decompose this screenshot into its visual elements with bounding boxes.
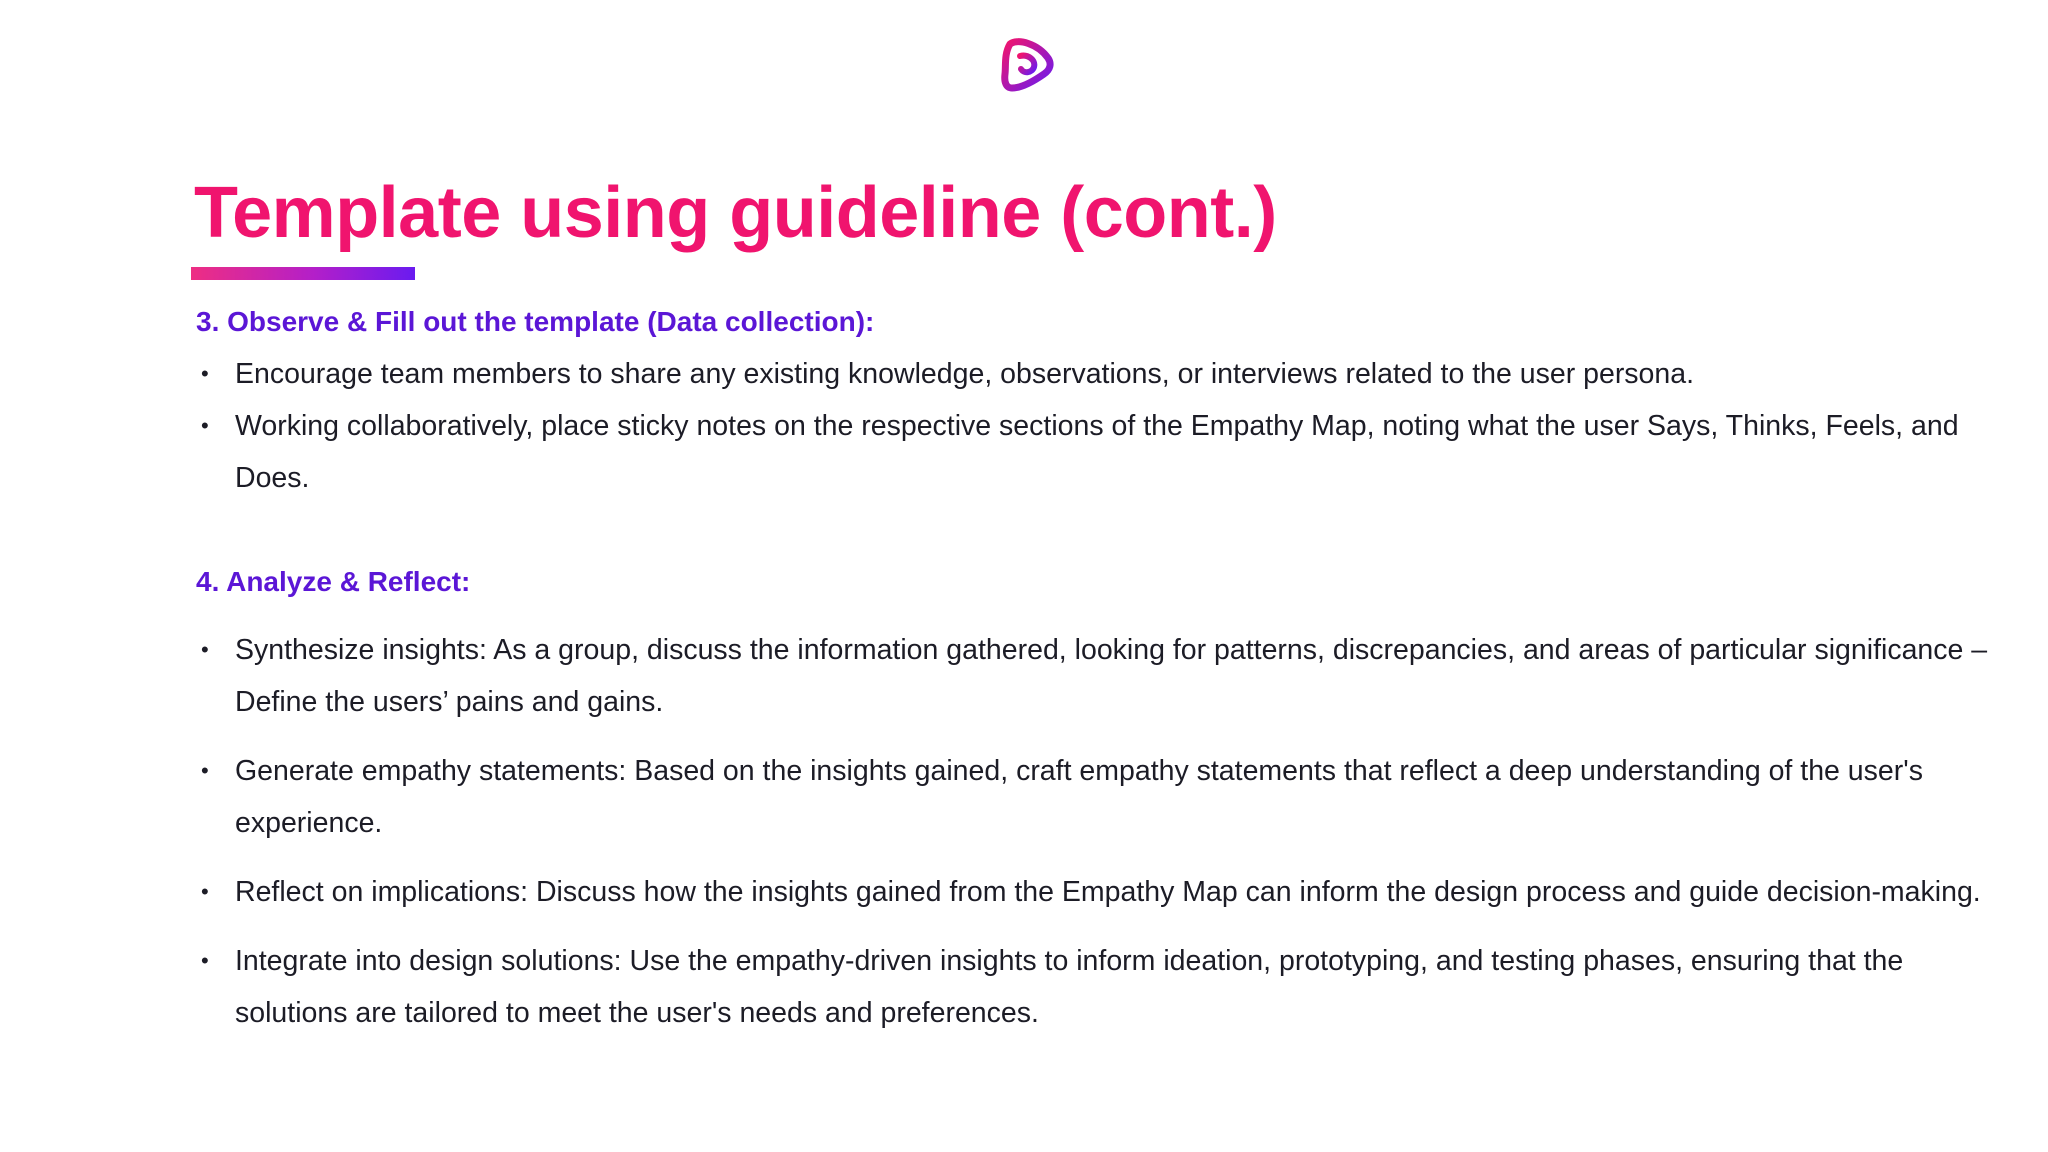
title-underline: [191, 267, 415, 280]
bullet-dot-icon: •: [201, 948, 209, 973]
bullet-dot-icon: •: [201, 413, 209, 438]
list-item: [196, 866, 2006, 918]
section-heading-observe: 3. Observe & Fill out the template (Data collection):: [196, 306, 875, 337]
list-item: [196, 935, 2006, 1039]
list-item-text: Synthesize insights: As a group, discuss the information gathered, looking for patterns, discrepancies, and areas of particular significance – Define the users’ pains and gains.: [235, 634, 1988, 718]
list-item-text: Generate empathy statements: Based on the insights gained, craft empathy statements that reflect a deep understanding of the user's experience.: [235, 755, 1923, 839]
bullet-dot-icon: •: [201, 758, 209, 783]
heart-play-logo-icon: [1000, 36, 1054, 92]
list-item: [196, 624, 2006, 728]
section-heading-analyze: 4. Analyze & Reflect:: [196, 566, 471, 597]
bullet-list-analyze: [196, 624, 2006, 1039]
list-item: [196, 745, 2006, 849]
list-item-text: Encourage team members to share any existing knowledge, observations, or interviews related to the user persona.: [235, 358, 1695, 390]
list-item-text: Reflect on implications: Discuss how the insights gained from the Empathy Map can inform the design process and guide decision-making.: [235, 876, 1981, 908]
list-item-text: Integrate into design solutions: Use the empathy-driven insights to inform ideation, prototyping, and testing phases, ensuring that the solutions are tailored to meet the user's needs and preferences.: [235, 945, 1904, 1029]
slide-title: Template using guideline (cont.): [194, 173, 1277, 253]
bullet-dot-icon: •: [201, 637, 209, 662]
bullet-dot-icon: •: [201, 879, 209, 904]
bullet-list-observe: [196, 348, 2006, 504]
list-item: [196, 348, 2006, 400]
bullet-dot-icon: •: [201, 361, 209, 386]
list-item-text: Working collaboratively, place sticky notes on the respective sections of the Empathy Map, noting what the user Says, Thinks, Feels, and Does.: [235, 410, 1959, 494]
slide-content: [196, 296, 2006, 1056]
list-item: [196, 400, 2006, 504]
